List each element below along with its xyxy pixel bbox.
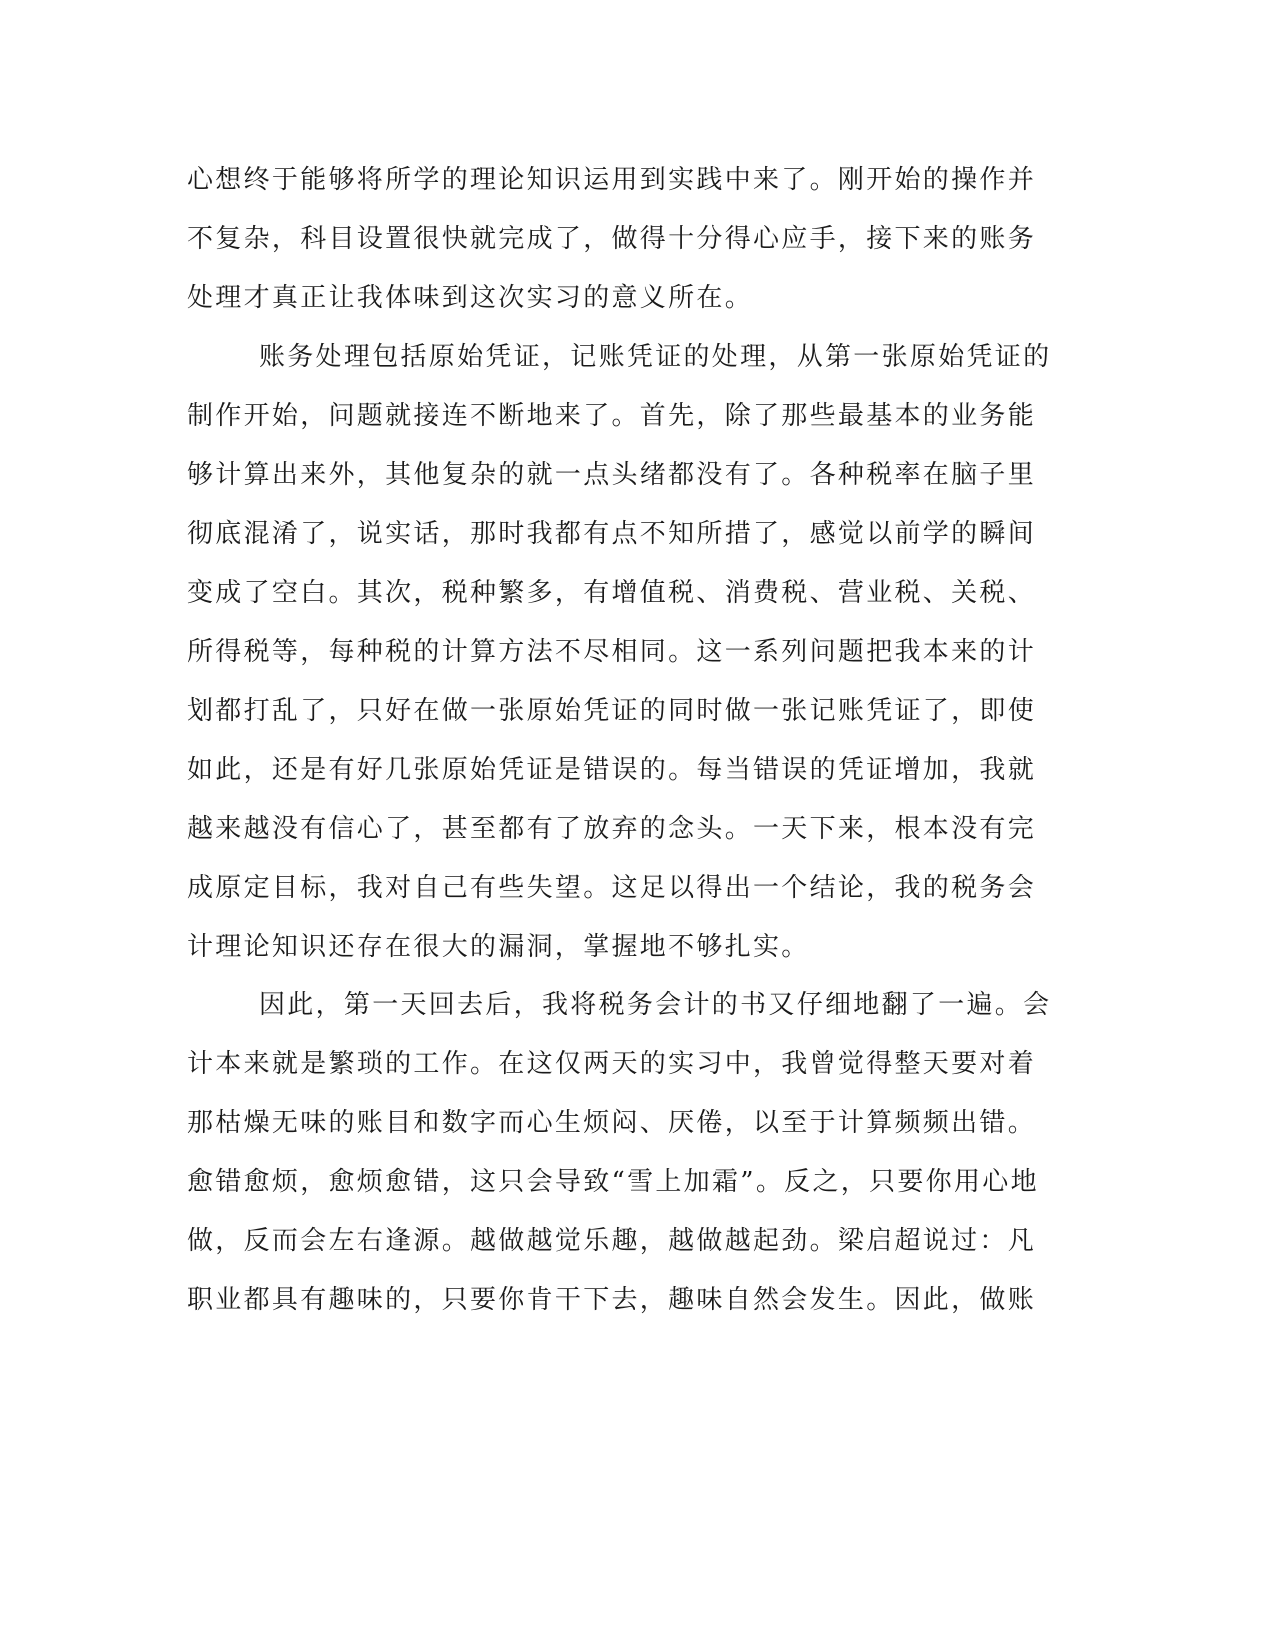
text-line: 因此，第一天回去后，我将税务会计的书又仔细地翻了一遍。会 (259, 990, 1052, 1020)
text-line: 划都打乱了，只好在做一张原始凭证的同时做一张记账凭证了，即使 (187, 696, 1037, 726)
text-line: 做，反而会左右逢源。越做越觉乐趣，越做越起劲。梁启超说过：凡 (187, 1226, 1037, 1256)
text-line: 越来越没有信心了，甚至都有了放弃的念头。一天下来，根本没有完 (187, 814, 1037, 844)
text-line: 所得税等，每种税的计算方法不尽相同。这一系列问题把我本来的计 (187, 637, 1037, 667)
text-line: 职业都具有趣味的，只要你肯干下去，趣味自然会发生。因此，做账 (187, 1285, 1037, 1315)
text-line: 计理论知识还存在很大的漏洞，掌握地不够扎实。 (187, 932, 810, 962)
text-line: 如此，还是有好几张原始凭证是错误的。每当错误的凭证增加，我就 (187, 755, 1037, 785)
text-line: 处理才真正让我体味到这次实习的意义所在。 (187, 283, 754, 313)
text-line: 变成了空白。其次，税种繁多，有增值税、消费税、营业税、关税、 (187, 578, 1037, 608)
text-line: 账务处理包括原始凭证，记账凭证的处理，从第一张原始凭证的 (259, 342, 1052, 372)
text-line: 愈错愈烦，愈烦愈错，这只会导致“雪上加霜”。反之，只要你用心地 (187, 1167, 1039, 1197)
text-line: 不复杂，科目设置很快就完成了，做得十分得心应手，接下来的账务 (187, 224, 1037, 254)
text-line: 制作开始，问题就接连不断地来了。首先，除了那些最基本的业务能 (187, 401, 1037, 431)
text-line: 心想终于能够将所学的理论知识运用到实践中来了。刚开始的操作并 (187, 165, 1037, 195)
text-line: 成原定目标，我对自己有些失望。这足以得出一个结论，我的税务会 (187, 873, 1037, 903)
text-line: 够计算出来外，其他复杂的就一点头绪都没有了。各种税率在脑子里 (187, 460, 1037, 490)
text-line: 计本来就是繁琐的工作。在这仅两天的实习中，我曾觉得整天要对着 (187, 1049, 1037, 1079)
text-line: 那枯燥无味的账目和数字而心生烦闷、厌倦，以至于计算频频出错。 (187, 1108, 1037, 1138)
text-line: 彻底混淆了，说实话，那时我都有点不知所措了，感觉以前学的瞬间 (187, 519, 1037, 549)
